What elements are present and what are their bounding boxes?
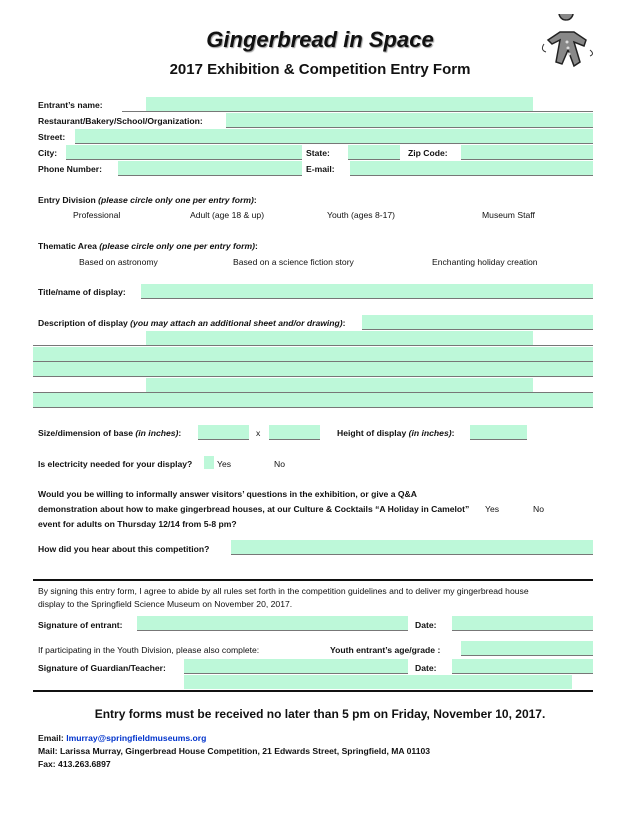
guardian-extra-field[interactable]	[184, 675, 572, 689]
fax-contact: Fax: 413.263.6897	[38, 759, 111, 769]
qa-no[interactable]: No	[533, 504, 544, 514]
description-field-4[interactable]	[33, 362, 593, 377]
agreement-line-2: display to the Springfield Science Museum on November 20, 2017.	[38, 599, 293, 609]
hear-about-label: How did you hear about this competition?	[38, 544, 210, 554]
times-sign: x	[256, 428, 261, 438]
division-option-professional[interactable]: Professional	[73, 210, 121, 220]
display-title-label: Title/name of display:	[38, 287, 126, 297]
electricity-no[interactable]: No	[274, 459, 285, 469]
email-label: E-mail:	[306, 164, 335, 174]
page-subtitle: 2017 Exhibition & Competition Entry Form	[169, 61, 471, 78]
gingerbread-man-icon	[538, 14, 598, 72]
qa-question-line-3: event for adults on Thursday 12/14 from 5-8 pm?	[38, 519, 237, 529]
description-field-3[interactable]	[33, 347, 593, 362]
street-field[interactable]	[75, 129, 593, 144]
phone-field[interactable]	[118, 161, 302, 176]
signature-label: Signature of entrant:	[38, 620, 123, 630]
date-field[interactable]	[452, 616, 593, 631]
hear-about-field[interactable]	[231, 540, 593, 555]
zip-label: Zip Code:	[408, 148, 448, 158]
phone-label: Phone Number:	[38, 164, 102, 174]
theme-option-science-fiction[interactable]: Based on a science fiction story	[233, 257, 354, 267]
theme-option-holiday[interactable]: Enchanting holiday creation	[432, 257, 538, 267]
height-label: Height of display (in inches):	[337, 428, 455, 438]
guardian-date-label: Date:	[415, 663, 437, 673]
guardian-signature-label: Signature of Guardian/Teacher:	[38, 663, 166, 673]
qa-question-line-1: Would you be willing to informally answer visitors’ questions in the exhibition, or give a Q&A	[38, 489, 417, 499]
height-field[interactable]	[470, 425, 527, 440]
qa-yes[interactable]: Yes	[485, 504, 500, 514]
base-width-field[interactable]	[198, 425, 249, 440]
zip-field[interactable]	[461, 145, 593, 160]
base-size-label: Size/dimension of base (in inches):	[38, 428, 182, 438]
agreement-line-1: By signing this entry form, I agree to abide by all rules set forth in the competition guidelines and to deliver my gingerbread house	[38, 586, 529, 596]
organization-label: Restaurant/Bakery/School/Organization:	[38, 116, 203, 126]
divider	[33, 579, 593, 581]
email-contact: Email: lmurray@springfieldmuseums.org	[38, 733, 207, 743]
page-title: Gingerbread in Space	[206, 27, 434, 52]
guardian-signature-field[interactable]	[184, 659, 408, 674]
youth-age-field[interactable]	[461, 641, 593, 656]
youth-age-label: Youth entrant’s age/grade :	[330, 645, 441, 655]
guardian-date-field[interactable]	[452, 659, 593, 674]
state-label: State:	[306, 148, 330, 158]
street-label: Street:	[38, 132, 66, 142]
date-label: Date:	[415, 620, 437, 630]
description-label: Description of display (you may attach an additional sheet and/or drawing):	[38, 318, 346, 328]
theme-option-astronomy[interactable]: Based on astronomy	[79, 257, 158, 267]
entry-division-label: Entry Division (please circle only one per entry form):	[38, 195, 257, 205]
email-link[interactable]: lmurray@springfieldmuseums.org	[66, 733, 207, 743]
base-depth-field[interactable]	[269, 425, 320, 440]
email-field[interactable]	[350, 161, 593, 176]
division-option-youth[interactable]: Youth (ages 8-17)	[327, 210, 396, 220]
division-option-museum-staff[interactable]: Museum Staff	[482, 210, 535, 220]
description-field-6[interactable]	[33, 393, 593, 408]
display-title-field[interactable]	[141, 284, 593, 299]
qa-question-line-2: demonstration about how to make gingerbread houses, at our Culture & Cocktails “A Holiday in Camelot”	[38, 504, 470, 514]
electricity-yes[interactable]: Yes	[217, 459, 232, 469]
city-label: City:	[38, 148, 58, 158]
electricity-checkbox[interactable]	[204, 456, 214, 469]
electricity-label: Is electricity needed for your display?	[38, 459, 193, 469]
division-option-adult[interactable]: Adult (age 18 & up)	[190, 210, 265, 220]
description-field-5[interactable]	[146, 378, 533, 392]
mail-contact: Mail: Larissa Murray, Gingerbread House Competition, 21 Edwards Street, Springfield, MA 01103	[38, 746, 431, 756]
description-field-1[interactable]	[362, 315, 593, 330]
youth-note: If participating in the Youth Division, please also complete:	[38, 645, 260, 655]
state-field[interactable]	[348, 145, 400, 160]
signature-field[interactable]	[137, 616, 408, 631]
city-field[interactable]	[66, 145, 302, 160]
description-field-2[interactable]	[146, 331, 533, 345]
entrant-name-label: Entrant’s name:	[38, 100, 103, 110]
entrant-name-field[interactable]	[146, 97, 533, 111]
divider	[33, 690, 593, 692]
thematic-area-label: Thematic Area (please circle only one per entry form):	[38, 241, 258, 251]
deadline-notice: Entry forms must be received no later than 5 pm on Friday, November 10, 2017.	[94, 707, 546, 721]
organization-field[interactable]	[226, 113, 593, 128]
